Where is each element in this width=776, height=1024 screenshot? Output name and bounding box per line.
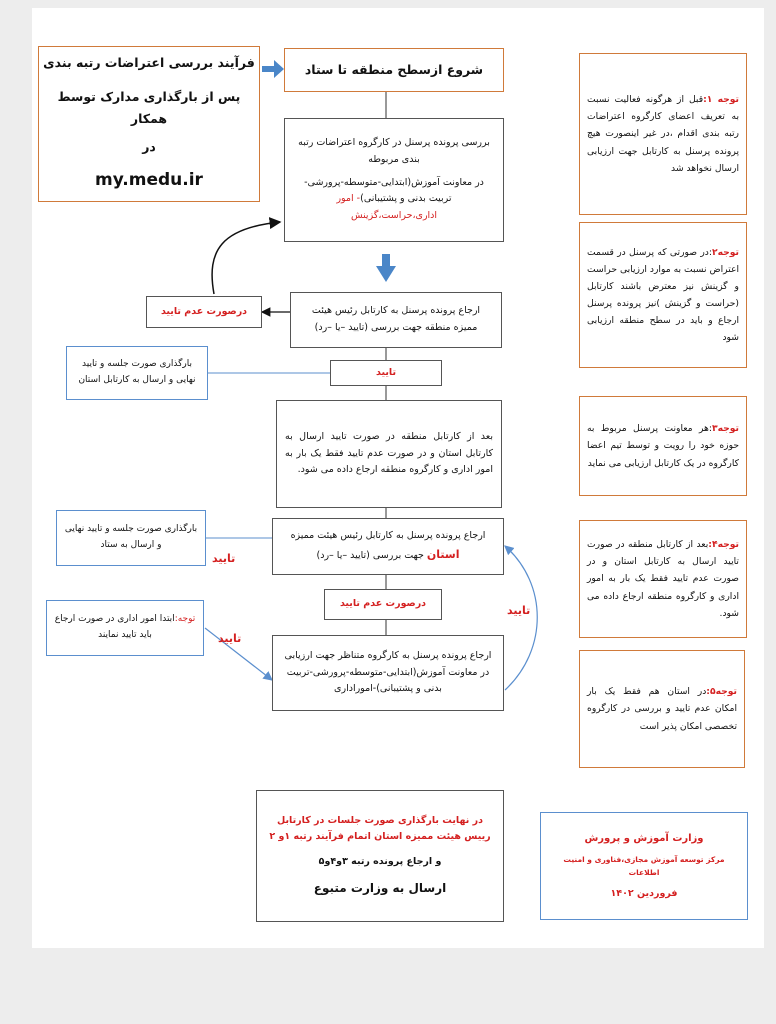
step5-box [272,635,504,711]
approve2-label: تایید [212,552,236,565]
reject2-box [324,589,442,620]
note4-box [579,520,747,638]
down-block-arrow [376,254,396,282]
title-line3: در [142,139,156,154]
step4-part2: جهت بررسی (تایید –یا –رد) [316,550,424,561]
title-url: my.medu.ir [95,169,203,190]
credit-line2: مرکز توسعه آموزش مجازی،فناوری و امنیت اطلاعات [563,855,725,878]
note5-box [579,650,745,768]
final-line3: ارسال به وزارت متبوع [313,881,447,896]
title-box [38,46,260,202]
upload2-text: بارگذاری صورت جلسه و تایید نهایی و ارسال به ستاد [64,524,198,550]
note3-title: توجه۳ [711,423,739,435]
note2-box [579,222,747,368]
step3-text: بعد از کارتابل منطقه در صورت تایید ارسال به کارتابل استان و در صورت عدم تایید فقط یک بار به امور اداری و کارگروه منطقه ارجاع داده می شود. [285,431,493,476]
step1-line1: بررسی پرونده پرسنل در کارگروه اعتراضات رتبه بندی مربوطه [298,137,490,166]
step4-box [272,518,504,575]
step4-red: استان [426,548,460,561]
upload1-text: بارگذاری صورت جلسه و تایید نهایی و ارسال به کارتابل استان [78,359,196,385]
step1-line2: در معاونت آموزش(ابتدایی-متوسطه-پرورشی-تربیت بدنی و پشتیبانی) [304,176,484,205]
step1-line2-red: - امور اداری،حراست،گزینش [336,193,438,221]
credit-box [540,812,748,920]
admin-note-box [46,600,204,656]
start-box [284,48,504,92]
approve1-label: تایید [375,366,397,378]
note5-title: توجه۵: [706,686,737,698]
approve-side-label: تایید [507,604,531,617]
credit-line3: فروردین ۱۴۰۲ [610,887,678,899]
step2-text: ارجاع پرونده پرسنل به کارتابل رئیس هیئت ممیزه منطقه جهت بررسی (تایید –یا –رد) [311,305,481,333]
reject1-label: درصورت عدم تایید [160,305,248,317]
admin-note-title: توجه: [174,614,196,625]
note3-box [579,396,747,496]
upload2-box [56,510,206,566]
step5-text: ارجاع پرونده پرسنل به کارگروه متناظر جهت ارزیابی در معاونت آموزش(ابتدایی-متوسطه-پرورشی-تربیت بدنی و پشتیبانی)-اموراداری [284,650,492,695]
title-line2: پس از بارگذاری مدارک توسط همکار [57,89,241,127]
reject1-box [146,296,262,328]
step4-part1: ارجاع پرونده پرسنل به کارتابل رئیس هیئت ممیزه [290,530,486,542]
note1-box [579,53,747,215]
final-line-red: در نهایت بارگذاری صورت جلسات در کارتابل رییس هیئت ممیزه استان اتمام فرآیند رتبه ۱و ۲ [269,814,491,843]
note4-text: بعد از کارتابل منطقه در صورت تایید ارسال به کارتابل استان و در صورت عدم تایید فقط یک بار به امور اداری و کارگروه منطقه ارجاع داده می شود. [587,539,739,619]
right-block-arrow [262,60,284,78]
final-box [256,790,504,922]
note3-text: :هر معاونت پرسنل مربوط به حوزه خود را رویت و توسط تیم اعضا کارگروه در یک کارتابل ارزیابی می نماید [587,423,739,469]
credit-line1: وزارت آموزش و پرورش [584,832,704,844]
note2-title: توجه۲ [711,246,739,258]
title-line1: فرآیند بررسی اعتراضات رتبه بندی [43,55,255,71]
back-curve-arrow [212,222,280,294]
note5-text: در استان هم فقط یک بار امکان عدم تایید و بررسی در کارگروه تخصصی امکان پذیر است [587,686,737,732]
final-line2: و ارجاع پرونده رتبه ۳و۴و۵ [318,855,442,867]
step3-box [276,400,502,508]
approve1-box [330,360,442,386]
reject2-label: درصورت عدم تایید [339,598,427,610]
step2-box [290,292,502,348]
start-title: شروع ازسطح منطقه تا ستاد [304,62,484,78]
note1-text: قبل از هرگونه فعالیت نسبت به تعریف اعضای کارگروه اعتراضات رتبه بندی اقدام ،در غیر اینصورت هیچ پرونده پرسنل به کارتابل جهت ارزیابی ارسال نخواهد شد [587,94,739,174]
note4-title: توجه۴: [708,539,739,551]
admin-note-text: ابتدا امور اداری در صورت ارجاع باید تایید نمایند [54,614,175,640]
note2-text: :در صورتی که پرسنل در قسمت اعتراض نسبت به موارد ارزیابی حراست و گزینش نیز معترض باشند کارتابل (حراست و گزینش )نیز پرونده پرسنل ارجاع و باید در سطح منطقه ارزیابی شود [587,246,739,344]
note1-title: توجه ۱: [703,94,739,106]
upload1-box [66,346,208,400]
loop-curve-arrow [505,546,537,690]
approve3-label: تایید [218,632,242,645]
step1-box [284,118,504,242]
